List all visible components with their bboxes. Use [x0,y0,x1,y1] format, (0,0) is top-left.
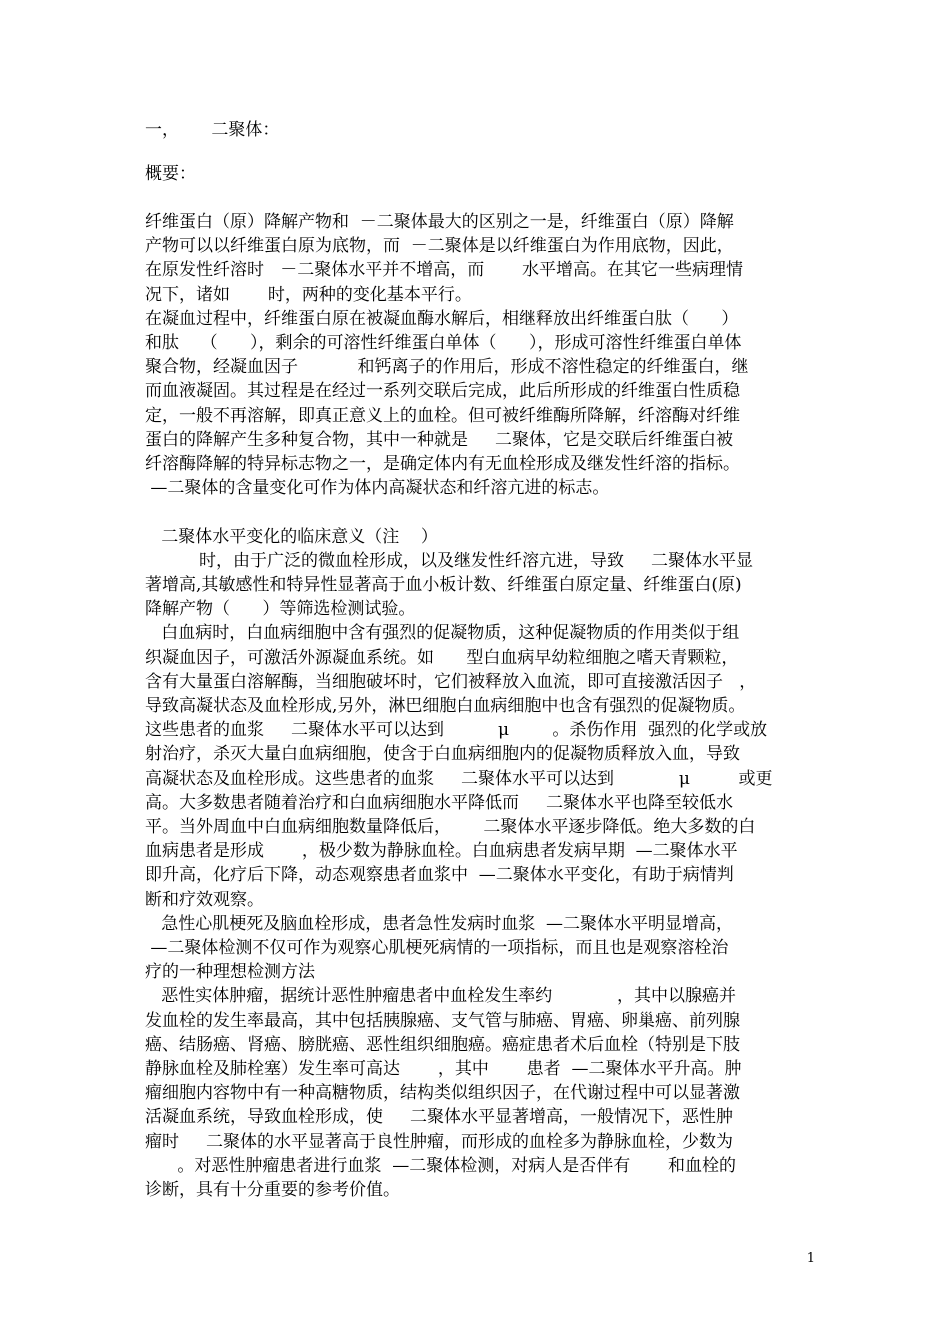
text-line: 白血病时，白血病细胞中含有强烈的促凝物质，这种促凝物质的作用类似于组 [145,623,740,644]
text-line: 这些患者的血浆 二聚体水平可以达到 μ 。杀伤作用 强烈的化学或放 [145,720,768,741]
document-heading: 一， 二聚体： [145,120,280,140]
text-line: 恶性实体肿瘤，据统计恶性肿瘤患者中血栓发生率约 ，其中以腺癌并 [145,986,737,1007]
text-line: 急性心肌梗死及脑血栓形成，患者急性发病时血浆 —二聚体水平明显增高， [145,913,734,934]
summary-label: 概要： [145,164,196,184]
text-line: 定，一般不再溶解，即真正意义上的血栓。但可被纤维酶所降解，纤溶酶对纤维 [145,405,740,426]
text-line: 断和疗效观察。 [145,889,264,910]
text-line: 产物可以以纤维蛋白原为底物，而 －二聚体是以纤维蛋白为作用底物，因此， [145,236,734,257]
text-line: 时，由于广泛的微血栓形成，以及继发性纤溶亢进，导致 二聚体水平显 [145,550,754,571]
text-line: 疗的一种理想检测方法 [145,962,315,983]
text-line: 蛋白的降解产生多种复合物，其中一种就是 二聚体，它是交联后纤维蛋白被 [145,429,734,450]
text-line: 织凝血因子，可激活外源凝血系统。如 型白血病早幼粒细胞之嗜天青颗粒， [145,647,739,668]
text-line: 纤维蛋白（原）降解产物和 －二聚体最大的区别之一是，纤维蛋白（原）降解 [145,212,734,232]
text-line: 降解产物（ ）等筛选检测试验。 [145,599,416,620]
text-line: 。对恶性肿瘤患者进行血浆 —二聚体检测，对病人是否伴有 和血栓的 [145,1155,737,1176]
text-line: 发血栓的发生率最高，其中包括胰腺癌、支气管与肺癌、胃癌、卵巢癌、前列腺 [145,1010,740,1031]
text-line: —二聚体的含量变化可作为体内高凝状态和纤溶亢进的标志。 [145,478,610,499]
text-line: 血病患者是形成 ，极少数为静脉血栓。白血病患者发病早期 —二聚体水平 [145,841,738,862]
text-line: 静脉血栓及肺栓塞）发生率可高达 ，其中 患者 —二聚体水平升高。肿 [145,1059,742,1079]
text-line: 和肽 （ ），剩余的可溶性纤维蛋白单体（ ），形成可溶性纤维蛋白单体 [145,333,742,353]
text-line: 聚合物，经凝血因子 和钙离子的作用后，形成不溶性稳定的纤维蛋白，继 [145,357,749,378]
text-line: 诊断，具有十分重要的参考价值。 [145,1180,400,1200]
text-line: —二聚体检测不仅可作为观察心肌梗死病情的一项指标，而且也是观察溶栓治 [145,938,729,958]
text-line: 而血液凝固。其过程是在经过一系列交联后完成，此后所形成的纤维蛋白性质稳 [145,381,740,402]
text-line: 平。当外周血中白血病细胞数量降低后， 二聚体水平逐步降低。绝大多数的白 [145,817,756,837]
text-line: 二聚体水平变化的临床意义（注 ） [145,526,438,547]
text-line: 即升高，化疗后下降，动态观察患者血浆中 —二聚体水平变化，有助于病情判 [145,865,734,886]
text-line: 瘤细胞内容物中有一种高糖物质，结构类似组织因子，在代谢过程中可以显著激 [145,1083,740,1104]
text-line: 高凝状态及血栓形成。这些患者的血浆 二聚体水平可以达到 μ 或更 [145,768,773,789]
text-line: 高。大多数患者随着治疗和白血病细胞水平降低而 二聚体水平也降至较低水 [145,792,734,813]
text-line: 在凝血过程中，纤维蛋白原在被凝血酶水解后，相继释放出纤维蛋白肽（ ） [145,308,739,329]
text-line: 瘤时 二聚体的水平显著高于良性肿瘤，而形成的血栓多为静脉血栓，少数为 [145,1131,734,1152]
text-line: 导致高凝状态及血栓形成,另外，淋巴细胞白血病细胞中也含有强烈的促凝物质。 [145,696,746,716]
text-line: 含有大量蛋白溶解酶，当细胞破坏时，它们被释放入血流，即可直接激活因子 ， [145,671,757,692]
text-line: 纤溶酶降解的特异标志物之一，是确定体内有无血栓形成及继发性纤溶的指标。 [145,454,740,474]
text-line: 著增高,其敏感性和特异性显著高于血小板计数、纤维蛋白原定量、纤维蛋白(原) [145,575,742,595]
text-line: 射治疗，杀灭大量白血病细胞，使含于白血病细胞内的促凝物质释放入血，导致 [145,744,740,765]
text-line: 在原发性纤溶时 －二聚体水平并不增高，而 水平增高。在其它一些病理情 [145,260,744,281]
text-line: 活凝血系统，导致血栓形成，使 二聚体水平显著增高，一般情况下，恶性肿 [145,1107,734,1128]
text-line: 癌、结肠癌、肾癌、膀胱癌、恶性组织细胞癌。癌症患者术后血栓（特别是下肢 [145,1034,740,1055]
text-line: 况下，诸如 时，两种的变化基本平行。 [145,284,472,305]
page-number: 1 [806,1251,815,1266]
